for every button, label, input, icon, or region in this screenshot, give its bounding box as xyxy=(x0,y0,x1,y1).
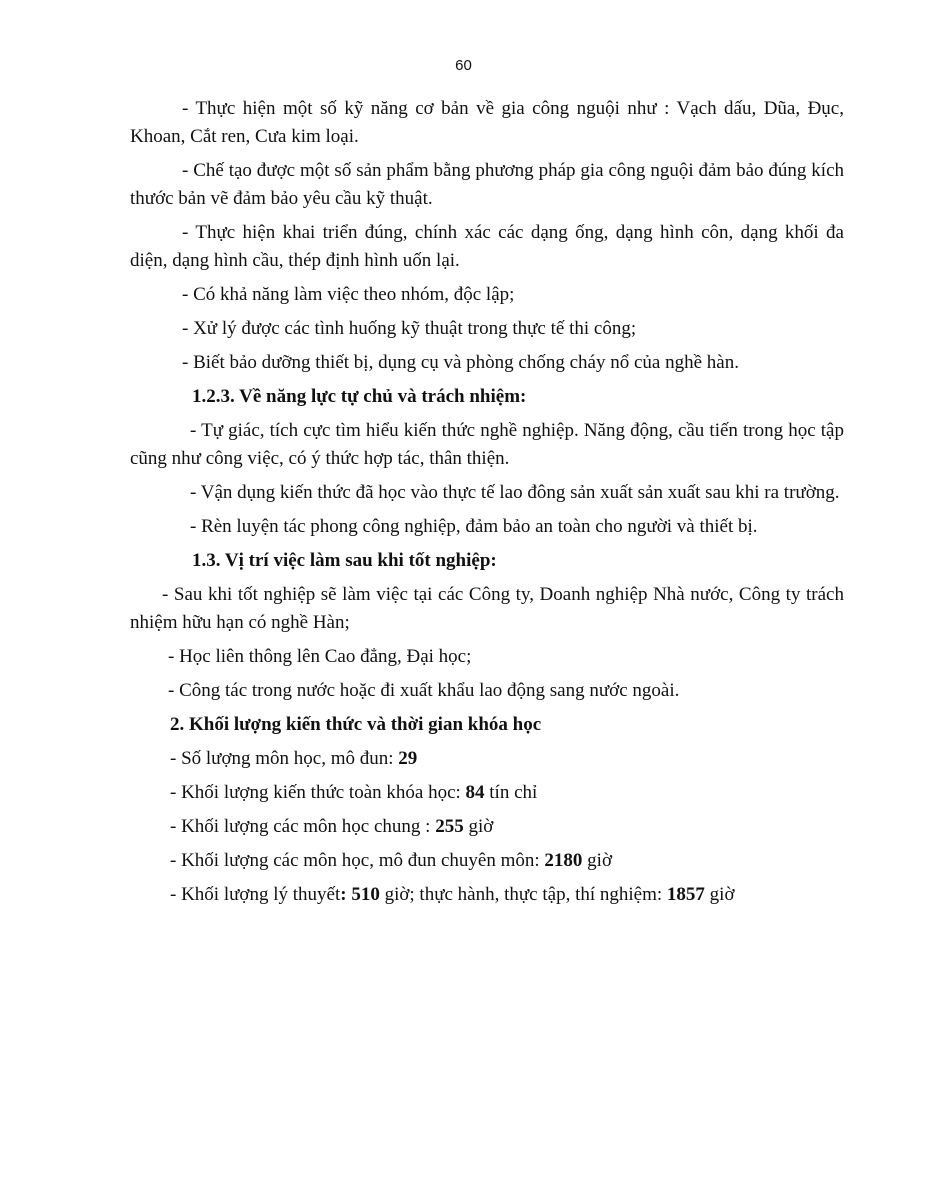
workload-credits-value: 84 xyxy=(465,782,485,803)
autonomy-item-3: - Rèn luyện tác phong công nghiệp, đảm bảo an toàn cho người và thiết bị. xyxy=(190,516,758,537)
job-item-1: - Sau khi tốt nghiệp sẽ làm việc tại các Công ty, Doanh nghiệp Nhà nước, Công ty trách nhiệm hữu hạn có nghề Hàn; xyxy=(130,584,844,633)
workload-practice-unit: giờ xyxy=(704,884,735,905)
job-item-2: - Học liên thông lên Cao đẳng, Đại học; xyxy=(168,646,472,667)
skill-item-5: - Xử lý được các tình huống kỹ thuật trong thực tế thi công; xyxy=(182,318,637,339)
workload-specialized-unit: giờ xyxy=(582,850,612,871)
workload-general-unit: giờ xyxy=(463,816,494,837)
workload-specialized-value: 2180 xyxy=(544,850,583,871)
workload-general xyxy=(130,813,844,841)
workload-general-label: - Khối lượng các môn học chung : xyxy=(170,816,436,837)
skill-item-6: - Biết bảo dưỡng thiết bị, dụng cụ và phòng chống cháy nổ của nghề hàn. xyxy=(182,352,739,373)
job-item-3: - Công tác trong nước hoặc đi xuất khẩu lao động sang nước ngoài. xyxy=(168,680,680,701)
workload-specialized-label: - Khối lượng các môn học, mô đun chuyên môn: xyxy=(170,850,545,871)
workload-specialized xyxy=(130,847,844,875)
workload-subjects xyxy=(130,745,844,773)
workload-theory-value: 510 xyxy=(351,884,380,905)
autonomy-item-1: - Tự giác, tích cực tìm hiểu kiến thức nghề nghiệp. Năng động, cầu tiến trong học tập cũng như công việc, có ý thức hợp tác, thân thiện. xyxy=(130,420,844,469)
page-content xyxy=(130,95,844,915)
workload-credits-label: - Khối lượng kiến thức toàn khóa học: xyxy=(170,782,466,803)
skill-item-3: - Thực hiện khai triển đúng, chính xác các dạng ống, dạng hình côn, dạng khối đa diện, dạng hình cầu, thép định hình uốn lại. xyxy=(130,222,844,271)
workload-practice-value: 1857 xyxy=(666,884,705,905)
skill-item-1: - Thực hiện một số kỹ năng cơ bản về gia công nguội như : Vạch dấu, Dũa, Đục, Khoan, Cắt ren, Cưa kim loại. xyxy=(130,98,844,147)
workload-subjects-value: 29 xyxy=(398,748,418,769)
workload-theory-label: - Khối lượng lý thuyết xyxy=(170,884,341,905)
section-heading-jobs: 1.3. Vị trí việc làm sau khi tốt nghiệp: xyxy=(192,550,497,571)
page-number: 60 xyxy=(455,57,472,74)
workload-credits-unit: tín chỉ xyxy=(484,782,538,803)
autonomy-item-2: - Vận dụng kiến thức đã học vào thực tế lao đông sản xuất sản xuất sau khi ra trường. xyxy=(190,482,840,503)
workload-practice-label: giờ; thực hành, thực tập, thí nghiệm: xyxy=(379,884,667,905)
workload-theory-practice xyxy=(130,881,844,909)
section-heading-autonomy: 1.2.3. Về năng lực tự chủ và trách nhiệm: xyxy=(192,386,527,407)
workload-general-value: 255 xyxy=(435,816,464,837)
skill-item-4: - Có khả năng làm việc theo nhóm, độc lập; xyxy=(182,284,515,305)
workload-subjects-label: - Số lượng môn học, mô đun: xyxy=(170,748,399,769)
workload-credits xyxy=(130,779,844,807)
workload-theory-colon: : xyxy=(340,884,352,905)
section-heading-workload: 2. Khối lượng kiến thức và thời gian khóa học xyxy=(170,714,542,735)
skill-item-2: - Chế tạo được một số sản phẩm bằng phương pháp gia công nguội đảm bảo đúng kích thước bản vẽ đảm bảo yêu cầu kỹ thuật. xyxy=(130,160,844,209)
